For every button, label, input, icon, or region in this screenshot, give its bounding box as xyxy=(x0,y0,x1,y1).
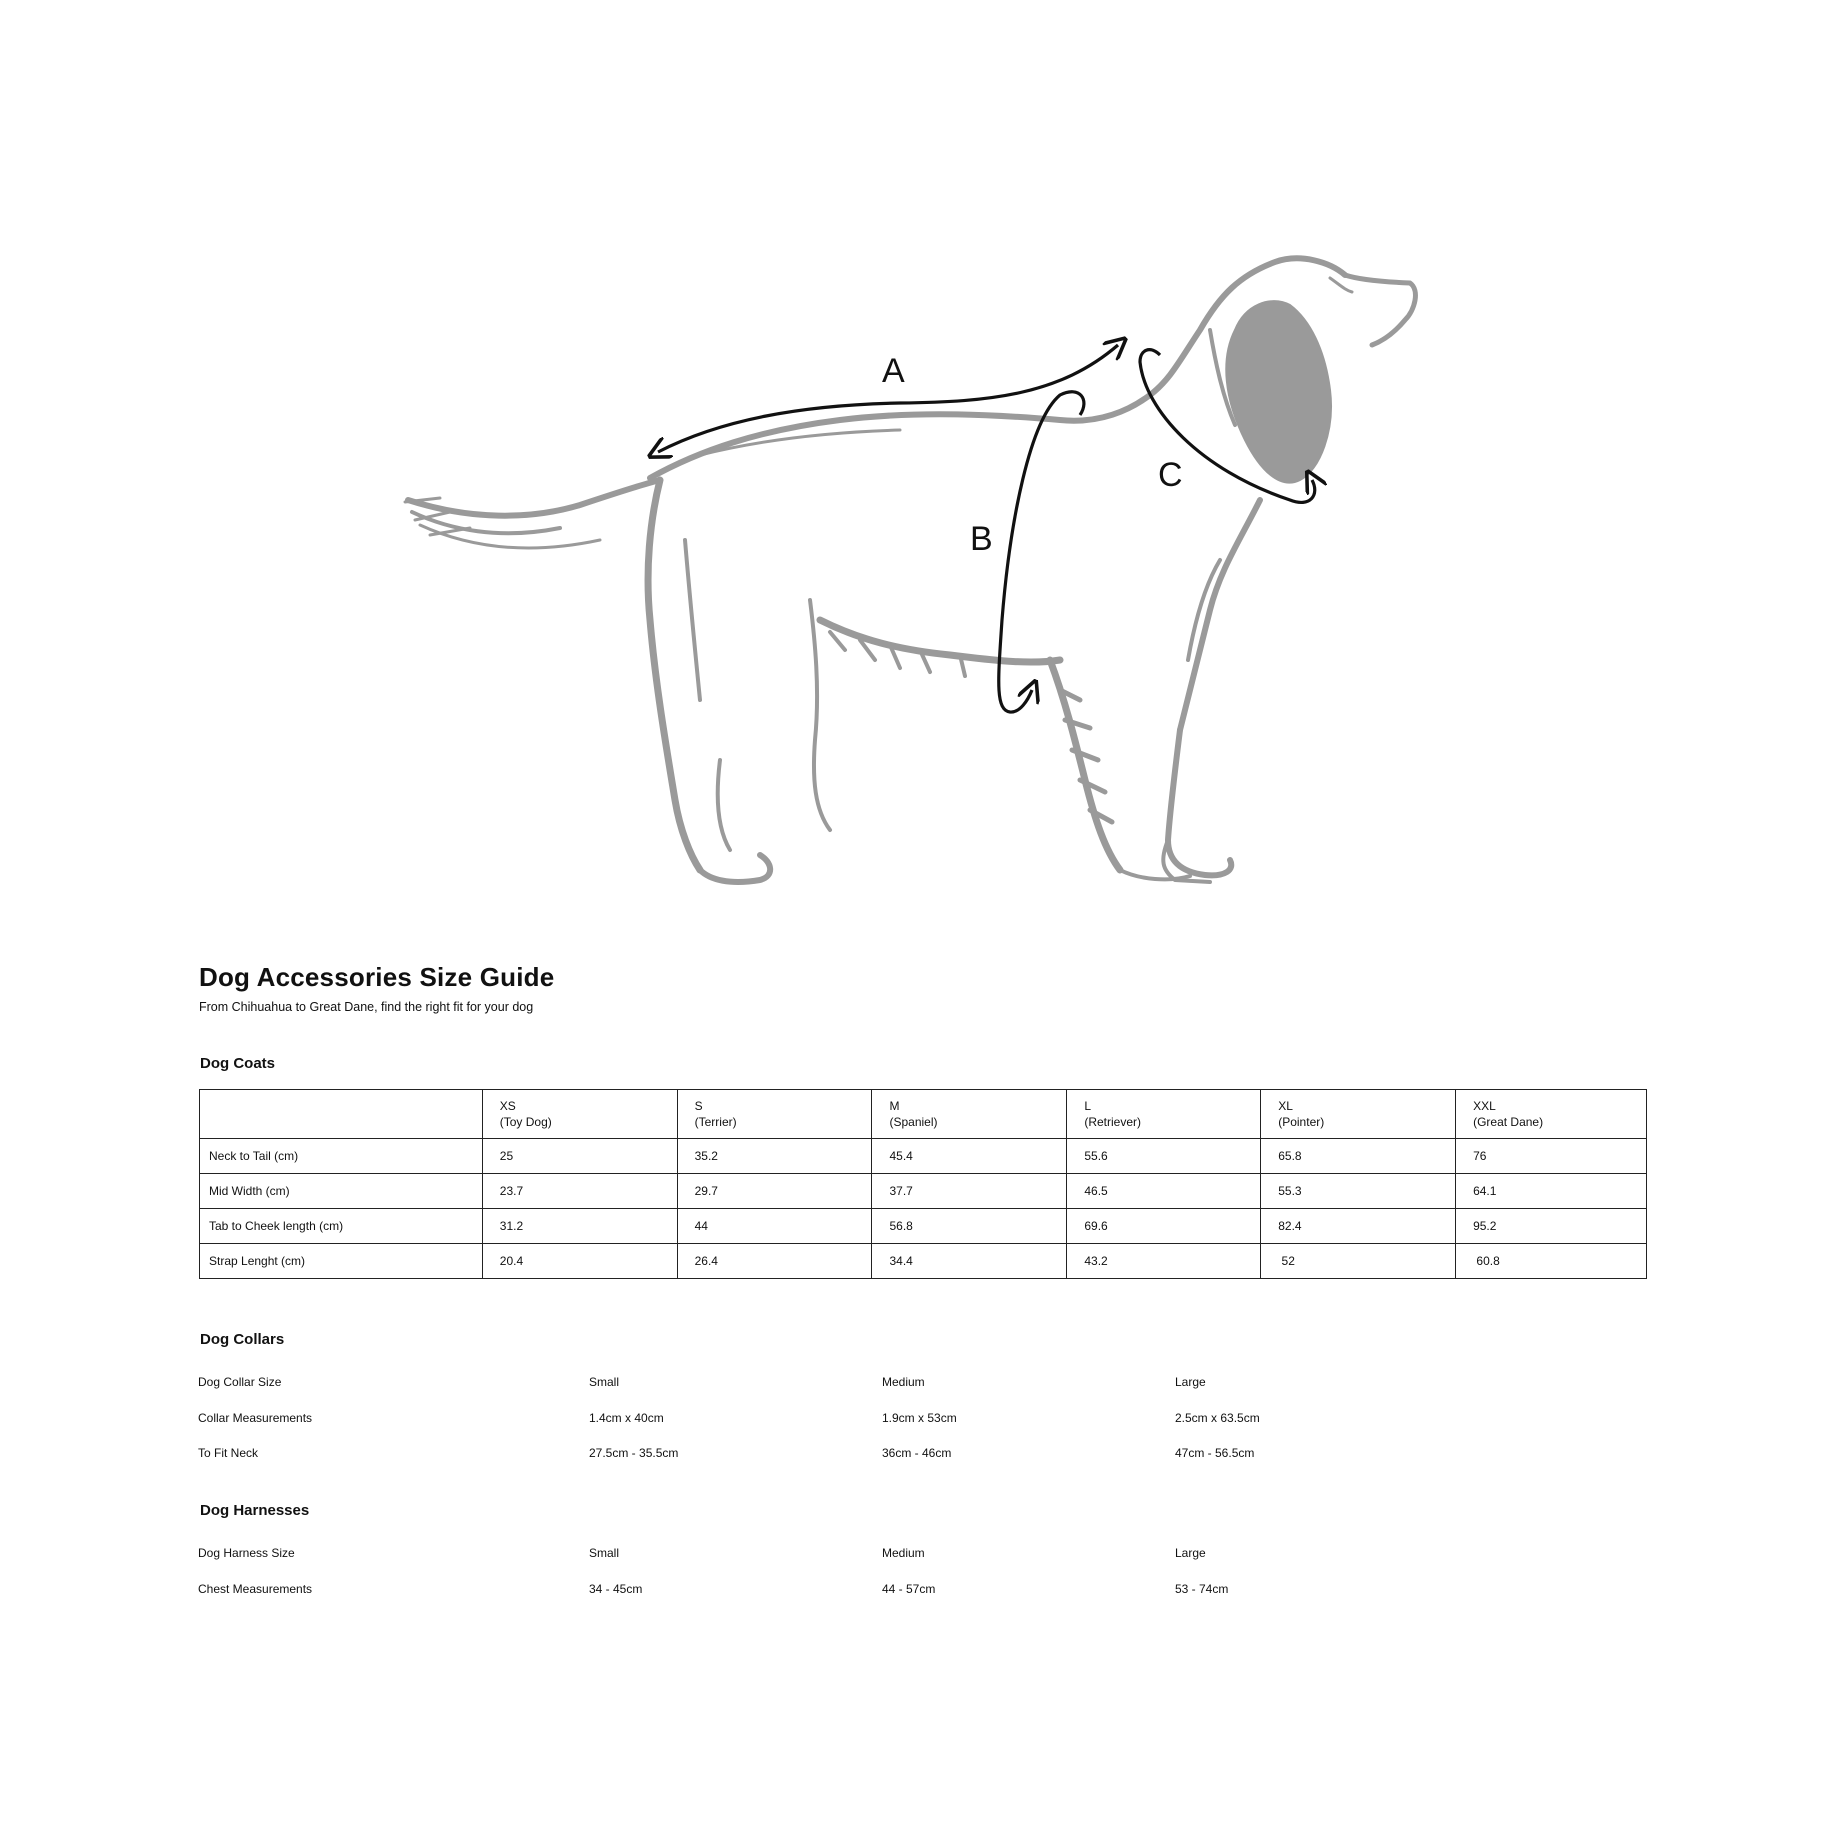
size-label: XS xyxy=(499,1099,516,1113)
coats-size-col xyxy=(1261,1090,1456,1139)
harness-chest-row xyxy=(198,1582,1498,1600)
size-label: M xyxy=(889,1099,900,1113)
breed-label: (Toy Dog) xyxy=(499,1115,552,1129)
coats-header-empty xyxy=(200,1090,483,1139)
grid-cell: 36cm - 46cm xyxy=(882,1446,952,1460)
harnesses-heading: Dog Harnesses xyxy=(200,1502,310,1519)
grid-cell: Medium xyxy=(882,1546,925,1560)
row-label: Dog Collar Size xyxy=(198,1375,282,1389)
grid-cell: Small xyxy=(589,1546,620,1560)
table-cell: 43.2 xyxy=(1067,1244,1261,1279)
collar-measurements-row xyxy=(198,1411,1498,1429)
table-row xyxy=(200,1244,1647,1279)
row-label: To Fit Neck xyxy=(198,1446,259,1460)
table-cell: 35.2 xyxy=(677,1139,872,1174)
grid-cell: Medium xyxy=(882,1375,925,1389)
table-cell: 95.2 xyxy=(1456,1209,1647,1244)
table-row xyxy=(200,1174,1647,1209)
coats-header-row xyxy=(200,1090,1647,1139)
size-label: XL xyxy=(1278,1099,1293,1113)
size-label: S xyxy=(694,1099,703,1113)
table-cell: 23.7 xyxy=(482,1174,677,1209)
table-cell: 82.4 xyxy=(1261,1209,1456,1244)
grid-cell: Small xyxy=(589,1375,620,1389)
page-subtitle: From Chihuahua to Great Dane, find the right fit for your dog xyxy=(199,1000,534,1014)
coats-table xyxy=(199,1089,1647,1279)
breed-label: (Great Dane) xyxy=(1473,1115,1544,1129)
table-cell: 60.8 xyxy=(1456,1244,1647,1279)
grid-cell: 1.9cm x 53cm xyxy=(882,1411,957,1425)
table-cell: 29.7 xyxy=(677,1174,872,1209)
size-label: XXL xyxy=(1473,1099,1496,1113)
breed-label: (Retriever) xyxy=(1084,1115,1142,1129)
grid-cell: 53 - 74cm xyxy=(1175,1582,1229,1596)
coats-size-col xyxy=(1456,1090,1647,1139)
row-label: Collar Measurements xyxy=(198,1411,313,1425)
grid-cell: Large xyxy=(1175,1546,1206,1560)
size-label: L xyxy=(1084,1099,1092,1113)
coats-size-col xyxy=(872,1090,1067,1139)
dog-silhouette xyxy=(405,258,1415,882)
grid-cell: 2.5cm x 63.5cm xyxy=(1175,1411,1260,1425)
collars-heading: Dog Collars xyxy=(200,1331,285,1348)
table-cell: 55.6 xyxy=(1067,1139,1261,1174)
grid-cell: Large xyxy=(1175,1375,1206,1389)
label-b: B xyxy=(970,520,993,558)
table-cell: 31.2 xyxy=(482,1209,677,1244)
table-cell: 52 xyxy=(1261,1244,1456,1279)
table-cell: 64.1 xyxy=(1456,1174,1647,1209)
coats-size-col xyxy=(677,1090,872,1139)
grid-cell: 34 - 45cm xyxy=(589,1582,643,1596)
grid-cell: 1.4cm x 40cm xyxy=(589,1411,664,1425)
row-label: Chest Measurements xyxy=(198,1582,313,1596)
table-cell: 56.8 xyxy=(872,1209,1067,1244)
table-cell: 25 xyxy=(482,1139,677,1174)
breed-label: (Terrier) xyxy=(694,1115,737,1129)
table-cell: 46.5 xyxy=(1067,1174,1261,1209)
table-cell: 44 xyxy=(677,1209,872,1244)
table-cell: 55.3 xyxy=(1261,1174,1456,1209)
table-cell: 76 xyxy=(1456,1139,1647,1174)
row-label: Strap Lenght (cm) xyxy=(200,1244,483,1279)
coats-size-col xyxy=(482,1090,677,1139)
collar-size-row xyxy=(198,1375,1498,1393)
page-title: Dog Accessories Size Guide xyxy=(199,962,555,992)
table-row xyxy=(200,1139,1647,1174)
table-cell: 20.4 xyxy=(482,1244,677,1279)
table-cell: 26.4 xyxy=(677,1244,872,1279)
table-cell: 69.6 xyxy=(1067,1209,1261,1244)
label-a: A xyxy=(882,352,905,390)
label-c: C xyxy=(1158,456,1183,494)
table-cell: 34.4 xyxy=(872,1244,1067,1279)
grid-cell: 44 - 57cm xyxy=(882,1582,936,1596)
coats-heading: Dog Coats xyxy=(200,1055,275,1072)
row-label: Neck to Tail (cm) xyxy=(200,1139,483,1174)
row-label: Tab to Cheek length (cm) xyxy=(200,1209,483,1244)
harness-size-row xyxy=(198,1546,1498,1564)
measurement-labels xyxy=(882,352,1183,558)
grid-cell: 27.5cm - 35.5cm xyxy=(589,1446,679,1460)
coats-size-col xyxy=(1067,1090,1261,1139)
row-label: Dog Harness Size xyxy=(198,1546,295,1560)
collar-fit-neck-row xyxy=(198,1446,1498,1464)
table-cell: 65.8 xyxy=(1261,1139,1456,1174)
row-label: Mid Width (cm) xyxy=(200,1174,483,1209)
table-cell: 37.7 xyxy=(872,1174,1067,1209)
table-cell: 45.4 xyxy=(872,1139,1067,1174)
table-row xyxy=(200,1209,1647,1244)
grid-cell: 47cm - 56.5cm xyxy=(1175,1446,1255,1460)
breed-label: (Pointer) xyxy=(1278,1115,1325,1129)
breed-label: (Spaniel) xyxy=(889,1115,938,1129)
